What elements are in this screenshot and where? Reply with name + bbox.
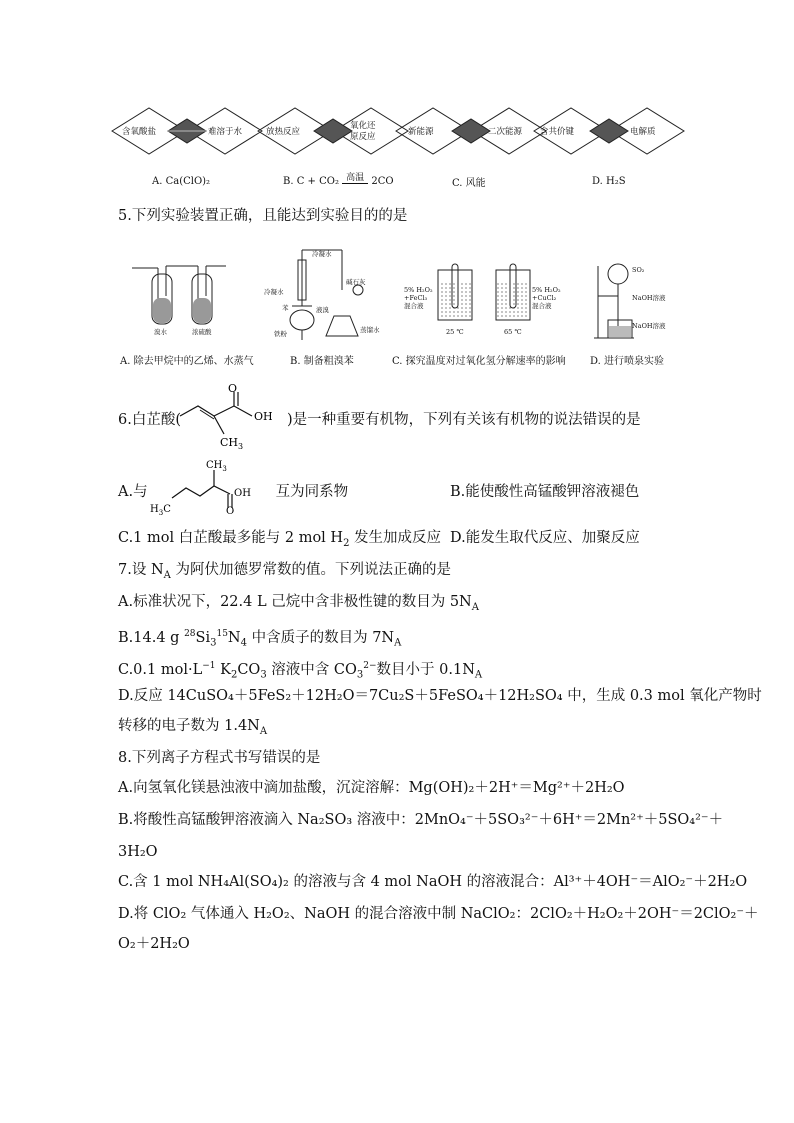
apparatus-c-left1-label: 5% H₂O₂	[404, 286, 433, 294]
apparatus-c-right1-label: 5% H₂O₂	[532, 286, 561, 294]
apparatus-c-right2-label: +CuCl₂	[532, 294, 557, 302]
q7-option-a: A.标准状况下，22.4 L 己烷中含非极性键的数目为 $5N_A$	[118, 594, 479, 613]
angelic-acid-structure	[176, 382, 286, 452]
apparatus-a-right-label: 浓硫酸	[192, 328, 212, 336]
diagram-b-left-label: 放热反应	[266, 127, 301, 137]
comparison-o-label: O	[226, 506, 235, 517]
venn-diagram-d	[534, 106, 684, 156]
apparatus-c-temp1-label: 25 ℃	[446, 328, 464, 336]
apparatus-b-cond2-label: 冷凝水	[264, 288, 284, 296]
q7-option-d-line1: D.反应 14CuSO₄＋5FeS₂＋12H₂O＝7Cu₂S＋5FeSO₄＋12H₂SO₄ 中，生成 0.3 mol 氧化产物时	[118, 688, 762, 704]
diagram-d-right-label: 电解质	[630, 127, 656, 137]
apparatus-b-water-label: 蒸馏水	[360, 326, 380, 334]
diagram-c-caption: C. 风能	[452, 178, 486, 189]
comparison-ch3-label: $CH_3$	[206, 460, 227, 473]
q6-option-c: C.1 mol 白芷酸最多能与 2 mol $H_2$ 发生加成反应	[118, 530, 442, 549]
q8-option-c: C.含 1 mol NH₄Al(SO₄)₂ 的溶液与含 4 mol NaOH 的溶液混合：Al³⁺＋4OH⁻＝AlO₂⁻＋2H₂O	[118, 874, 748, 890]
diagram-a-right-label: 难溶于水	[208, 127, 243, 137]
apparatus-b-iron-label: 铁粉	[274, 330, 287, 338]
apparatus-b-benzene-label: 苯	[282, 304, 289, 312]
apparatus-c-temp2-label: 65 ℃	[504, 328, 522, 336]
q7-option-c: C.0.1 $mol\cdot L^{-1}$ $K_2CO_3$ 溶液中含 $CO_3^{2-}$数目小于 $0.1N_A$	[118, 661, 483, 681]
apparatus-b	[262, 246, 392, 342]
diagram-a-left-label: 含氧酸盐	[122, 127, 157, 137]
venn-diagram-a	[112, 106, 262, 156]
apparatus-d	[594, 262, 684, 342]
diagram-d-left-label: 含共价键	[540, 127, 575, 137]
venn-diagram-b	[258, 106, 408, 156]
q7-stem: 7.设 $N_A$ 为阿伏加德罗常数的值。下列说法正确的是	[118, 562, 451, 581]
q8-stem: 8.下列离子方程式书写错误的是	[118, 750, 321, 766]
apparatus-a-left-label: 溴水	[154, 328, 167, 336]
comparison-h3c-label: $H_3C$	[150, 504, 171, 517]
diagram-c-left-label: 新能源	[408, 127, 434, 137]
apparatus-d-naoh1-label: NaOH溶液	[632, 294, 666, 302]
q5-caption-a: A. 除去甲烷中的乙烯、水蒸气	[120, 356, 254, 367]
q5-caption-b: B. 制备粗溴苯	[290, 356, 354, 367]
apparatus-b-bromine-label: 液溴	[316, 306, 329, 314]
q8-option-a: A.向氢氧化镁悬浊液中滴加盐酸，沉淀溶解：Mg(OH)₂＋2H⁺＝Mg²⁺＋2H₂O	[118, 780, 625, 796]
apparatus-c	[404, 262, 564, 342]
structure-ch3-label: $CH_3$	[220, 436, 244, 451]
q6-option-a: A.与 互为同系物	[118, 484, 349, 500]
q5-caption-c: C. 探究温度对过氧化氢分解速率的影响	[392, 356, 566, 367]
apparatus-b-lime-label: 碱石灰	[346, 278, 366, 286]
apparatus-d-naoh2-label: NaOH溶液	[632, 322, 666, 330]
q7-option-b: B.14.4 g $^{28}Si_3^{15}N_4$ 中含质子的数目为 $7N_A$	[118, 629, 402, 649]
apparatus-c-left3-label: 混合液	[404, 302, 424, 310]
diagram-b-caption: B. C + CO₂ 高温 2CO	[283, 173, 394, 187]
q6-option-b: B.能使酸性高锰酸钾溶液褪色	[450, 484, 640, 500]
apparatus-c-right3-label: 混合液	[532, 302, 552, 310]
apparatus-c-left2-label: +FeCl₃	[404, 294, 428, 302]
diagram-d-caption: D. H₂S	[592, 176, 626, 187]
comparison-acid-structure	[150, 460, 260, 517]
diagram-c-right-label: 二次能源	[488, 127, 523, 137]
q8-option-d-line1: D.将 ClO₂ 气体通入 H₂O₂、NaOH 的混合溶液中制 NaClO₂：2ClO₂＋H₂O₂＋2OH⁻＝2ClO₂⁻＋	[118, 906, 759, 922]
q6-option-d: D.能发生取代反应、加聚反应	[450, 530, 640, 546]
diagram-a-caption: A. Ca(ClO)₂	[152, 176, 211, 187]
q7-option-d-line2: 转移的电子数为 $1.4N_A$	[118, 718, 268, 737]
apparatus-d-gas-label: SO₂	[632, 266, 645, 274]
q8-option-b-line1: B.将酸性高锰酸钾溶液滴入 Na₂SO₃ 溶液中：2MnO₄⁻＋5SO₃²⁻＋6H⁺＝2Mn²⁺＋5SO₄²⁻＋	[118, 812, 724, 828]
apparatus-b-cond1-label: 冷凝水	[312, 250, 332, 258]
venn-diagram-c	[396, 106, 546, 156]
diagram-b-right-label-2: 原反应	[350, 132, 376, 142]
structure-o-label: O	[228, 382, 238, 395]
q8-option-d-line2: O₂＋2H₂O	[118, 936, 190, 952]
comparison-oh-label: OH	[234, 488, 251, 499]
q5-stem: 5.下列实验装置正确，且能达到实验目的的是	[118, 208, 408, 224]
structure-oh-label: OH	[254, 410, 273, 423]
diagram-b-right-label-1: 氧化还	[350, 121, 376, 131]
q8-option-b-line2: 3H₂O	[118, 844, 158, 860]
q5-caption-d: D. 进行喷泉实验	[590, 356, 665, 367]
q6-stem: 6.白芷酸( )是一种重要有机物，下列有关该有机物的说法错误的是	[118, 412, 641, 428]
apparatus-a	[130, 258, 230, 338]
